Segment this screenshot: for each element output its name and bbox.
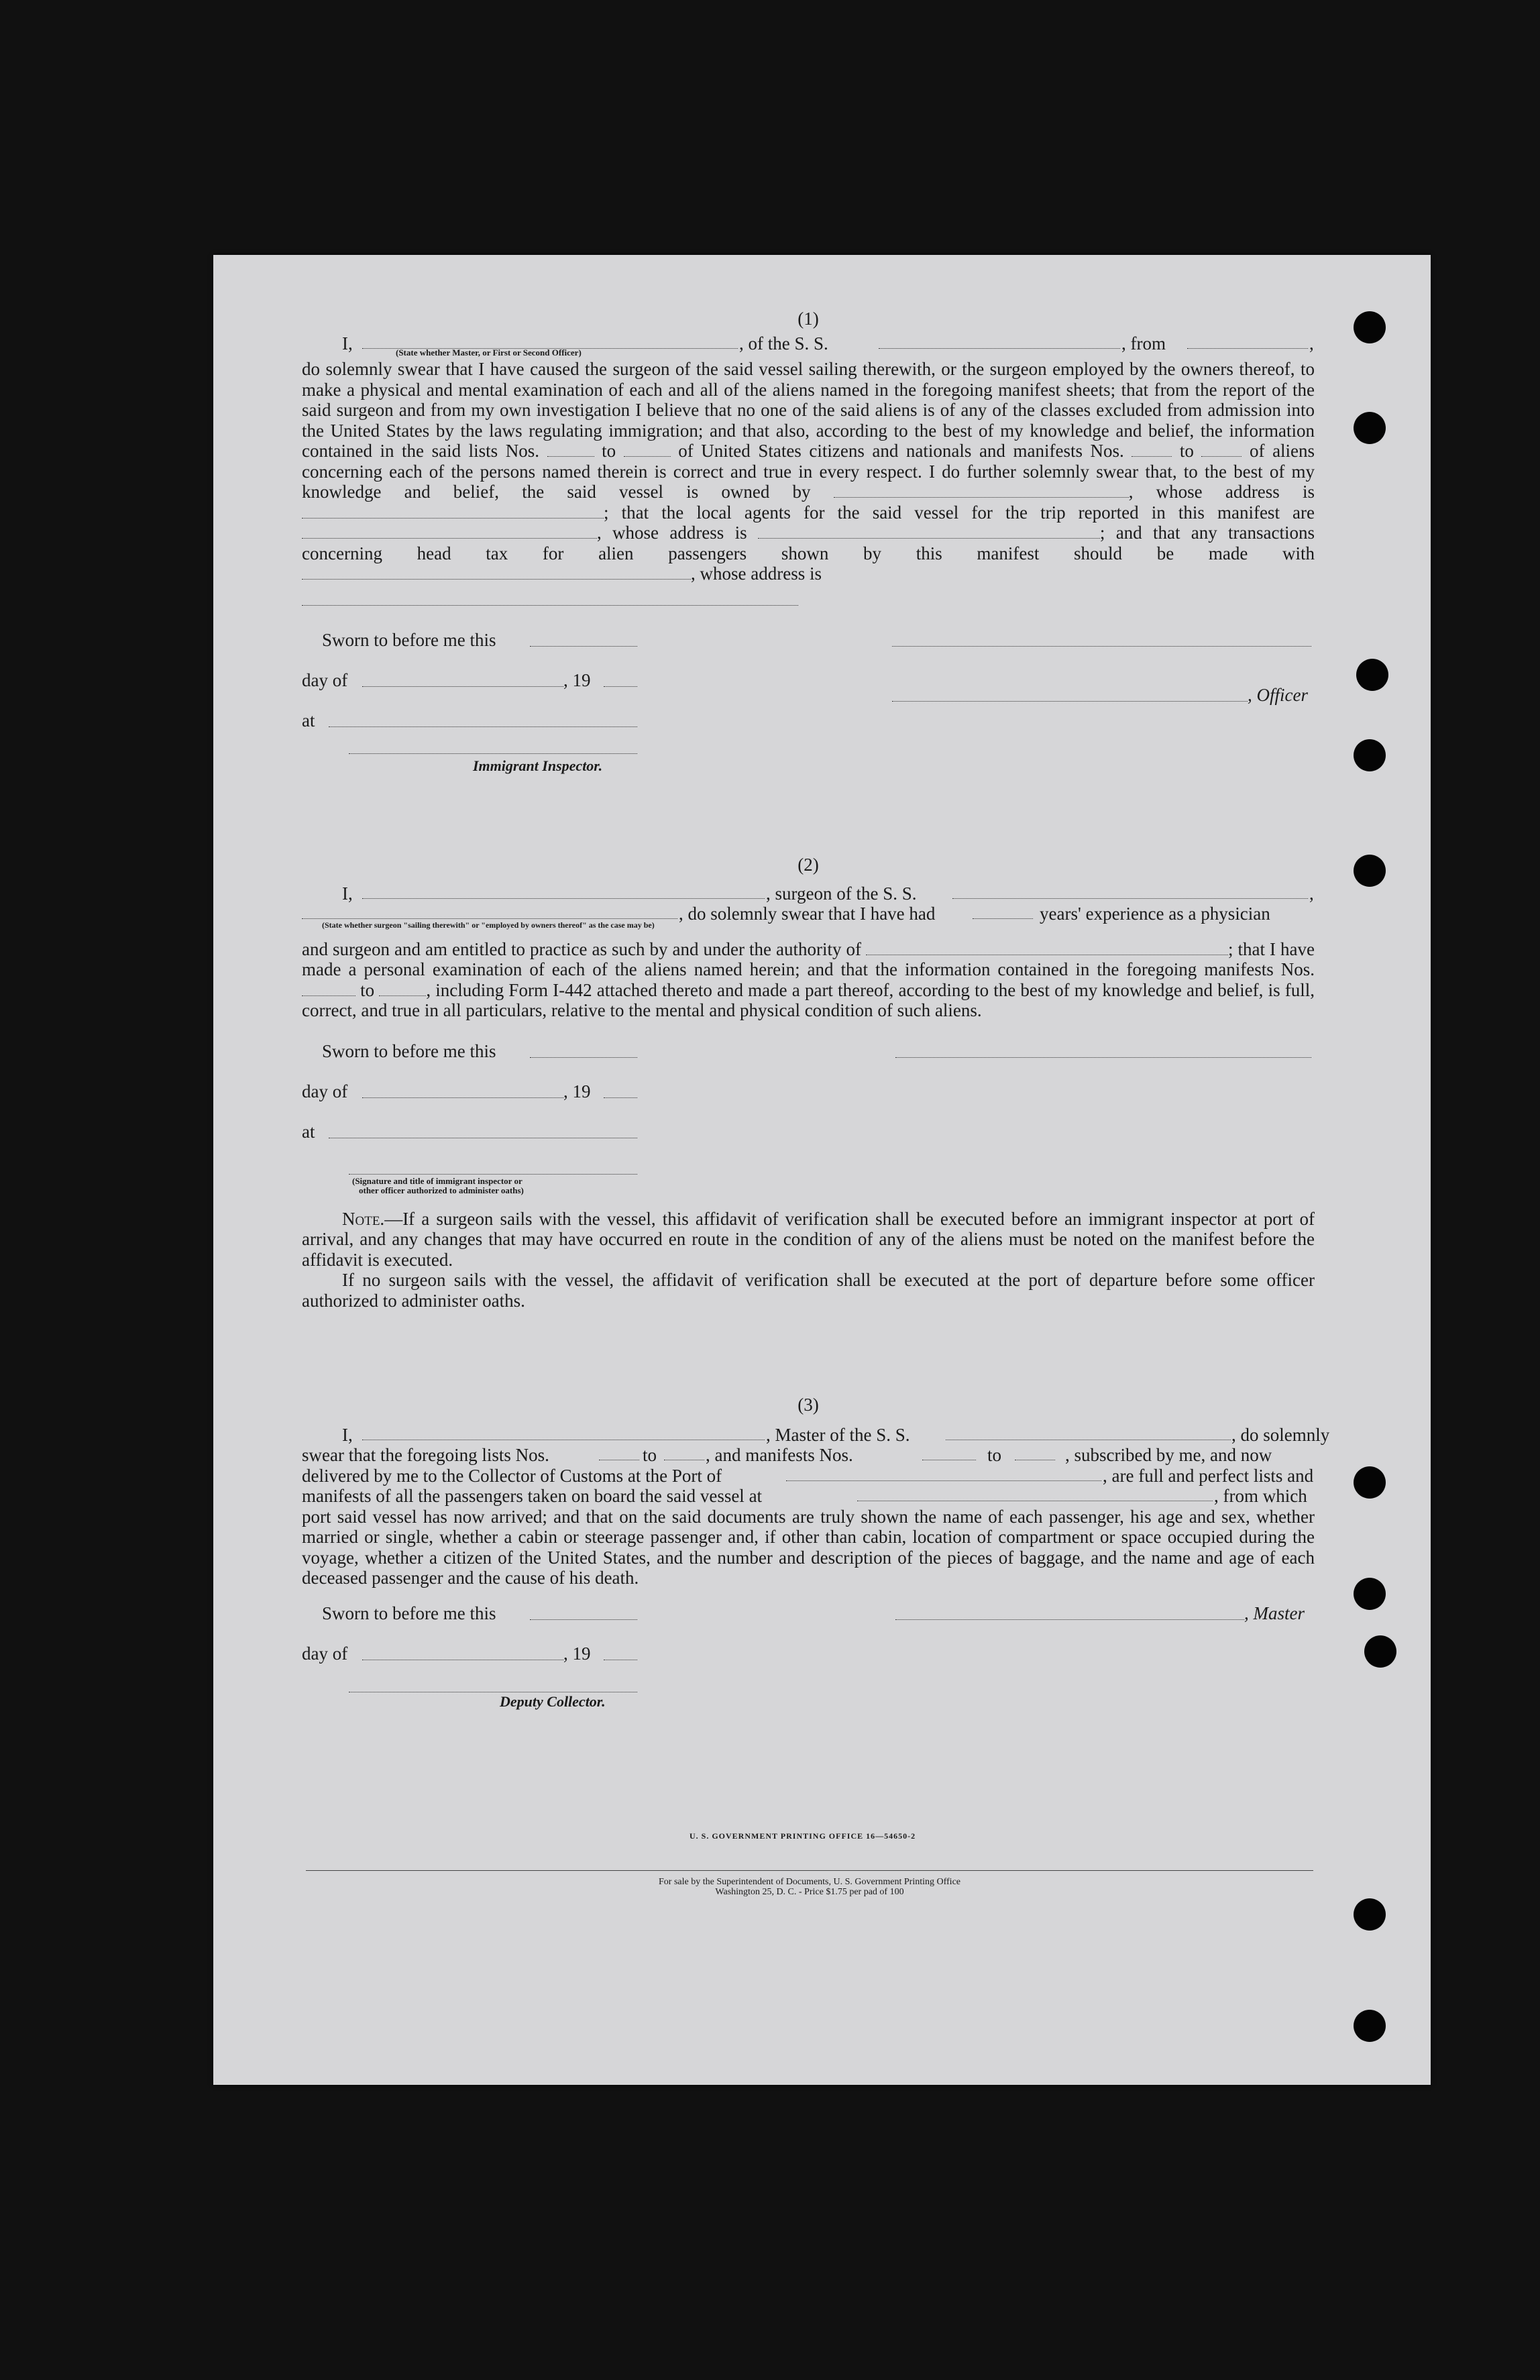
i-label: I,: [342, 883, 353, 904]
lists-from-field[interactable]: [599, 1446, 639, 1460]
punch-hole: [1354, 2010, 1386, 2042]
gpo-imprint: U. S. GOVERNMENT PRINTING OFFICE 16—54650-2: [690, 1831, 916, 1841]
from-which-label: , from which: [1214, 1486, 1307, 1506]
subscribed-label: , subscribed by me, and now: [1065, 1445, 1272, 1465]
section-1-number: (1): [798, 309, 819, 329]
surgeon-of-label: , surgeon of the S. S.: [766, 883, 917, 904]
note-text-2: If no surgeon sails with the vessel, the affidavit of verification shall be executed at the port of departure before some officer authorized to administer oaths.: [302, 1270, 1315, 1311]
affidavit-text: do solemnly swear that I have caused the surgeon of the said vessel sailing therewith, or the surgeon employed by the owners thereof, to make a physical and mental examination of each and all of the aliens named in the foregoing manifest sheets; that from the report of the said surgeon and from my own investigation I believe that no one of the said aliens is of any of the classes excluded from admission into the United States by the laws regulating immigration; and that also, according to the best of my knowledge and belief, the information contained in the said lists Nos.: [302, 359, 1315, 461]
day-of-label: day of: [302, 1643, 348, 1664]
to-label: to: [987, 1445, 1002, 1465]
note-paragraph: [302, 1209, 1315, 1270]
manifests-to-field[interactable]: [1015, 1446, 1055, 1460]
comma: ,: [1309, 333, 1314, 354]
from-port-field[interactable]: [1187, 335, 1308, 349]
head-tax-text: ; and that any transactions concerning head tax for alien passengers shown by this manifest should be made with: [302, 523, 1315, 563]
master-label: , Master: [1244, 1603, 1305, 1623]
section-3-line-3: [302, 1466, 1315, 1486]
section-2-line-1: [302, 883, 1315, 904]
inspector-signature-field[interactable]: [349, 1160, 637, 1175]
comma: ,: [597, 523, 602, 543]
month-field[interactable]: [362, 1646, 563, 1660]
section-1-signatures: [302, 630, 1315, 791]
authority-label: and surgeon and am entitled to practice as such by and under the authority of: [302, 938, 861, 959]
year-prefix: , 19: [563, 670, 591, 690]
manifests-to-field[interactable]: [1201, 443, 1242, 457]
sworn-date-field[interactable]: [530, 1044, 637, 1058]
footer-line-2: Washington 25, D. C. - Price $1.75 per pad of 100: [715, 1887, 904, 1897]
and-manifests-label: , and manifests Nos.: [706, 1445, 853, 1465]
master-of-label: , Master of the S. S.: [766, 1424, 910, 1445]
officer-name-field[interactable]: [362, 335, 738, 349]
footer-rule: [306, 1870, 1313, 1871]
sworn-date-field[interactable]: [530, 633, 637, 647]
i-label: I,: [342, 333, 353, 354]
sworn-label: Sworn to before me this: [322, 630, 496, 650]
at-place-field[interactable]: [329, 713, 637, 727]
month-field[interactable]: [362, 673, 563, 687]
punch-hole: [1354, 1578, 1386, 1610]
section-2-line-2: [302, 904, 1315, 924]
manifests-from-field[interactable]: [1132, 443, 1172, 457]
sworn-label: Sworn to before me this: [322, 1040, 496, 1061]
note-text: —If a surgeon sails with the vessel, this affidavit of verification shall be executed before an immigrant inspector at port of arrival, and any changes that may have occurred en route in the condition of any of the aliens must be noted on the manifest before the affidavit is executed.: [302, 1208, 1315, 1270]
punch-hole: [1354, 1466, 1386, 1499]
semicolon: ;: [1227, 938, 1233, 959]
month-field[interactable]: [362, 1084, 563, 1098]
section-3-line-2: [302, 1445, 1315, 1466]
to-label: to: [360, 979, 375, 1000]
to-label: to: [643, 1445, 657, 1465]
of-ss-label: , of the S. S.: [739, 333, 828, 354]
manifests-to-field[interactable]: [379, 982, 426, 996]
officer-signature-field[interactable]: [892, 633, 1311, 647]
agents-address-field[interactable]: [758, 525, 1100, 539]
comma: ,: [1309, 883, 1314, 904]
head-tax-party-field[interactable]: [302, 565, 691, 580]
i-label: I,: [342, 1424, 353, 1445]
local-agents-field[interactable]: [302, 525, 597, 539]
manifests-from-field[interactable]: [922, 1446, 976, 1460]
year-prefix: , 19: [563, 1081, 591, 1101]
signature-caption: (Signature and title of immigrant inspector or: [352, 1175, 522, 1186]
officer-label: , Officer: [1248, 685, 1308, 705]
owner-address-field[interactable]: [302, 504, 604, 519]
surgeon-caption: (State whether surgeon "sailing therewith" or "employed by owners thereof" as the case may be): [322, 920, 655, 930]
affidavit-text: of United States citizens and nationals and manifests Nos.: [678, 441, 1124, 461]
from-label: , from: [1121, 333, 1166, 354]
year-prefix: , 19: [563, 1643, 591, 1664]
form-content: [302, 309, 1330, 1724]
year-field[interactable]: [604, 673, 637, 687]
whose-address-label: , whose address is: [1128, 482, 1315, 502]
signature-caption: other officer authorized to administer oaths): [359, 1185, 524, 1195]
officer-caption: (State whether Master, or First or Second Officer): [396, 347, 582, 358]
punch-hole: [1354, 412, 1386, 444]
inspector-signature-field[interactable]: [349, 740, 637, 754]
manifests-from-field[interactable]: [302, 982, 355, 996]
section-1-line-1: [302, 333, 1315, 354]
at-label: at: [302, 710, 315, 731]
vessel-name-field[interactable]: [952, 885, 1308, 899]
head-tax-address-field[interactable]: [302, 592, 798, 606]
do-solemnly-label: , do solemnly: [1231, 1424, 1330, 1445]
affidavit-text: of aliens concerning each of the persons named therein is correct and true in every respect. I do further solemnly swear that, to the best of my knowledge and belief, the said vessel is owned by: [302, 441, 1315, 502]
owner-field[interactable]: [834, 484, 1129, 498]
authority-field[interactable]: [866, 941, 1228, 955]
swear-lists-label: swear that the foregoing lists Nos.: [302, 1445, 549, 1465]
surgeon-name-field[interactable]: [362, 885, 765, 899]
whose-address-label: whose address is: [612, 523, 747, 543]
at-label: at: [302, 1121, 315, 1142]
whose-address-label: , whose address is: [691, 563, 822, 584]
sworn-date-field[interactable]: [530, 1606, 637, 1620]
delivered-label: delivered by me to the Collector of Customs at the Port of: [302, 1465, 722, 1486]
affidavit-text: , including Form I-442 attached thereto and made a part thereof, according to the best of my knowledge and belief, is full, correct, and true in all particulars, relative to the mental and physical condition of such aliens.: [302, 979, 1315, 1020]
inspector-label: Immigrant Inspector.: [473, 757, 603, 774]
section-3-affidavit: port said vessel has now arrived; and that on the said documents are truly shown the name of each passenger, his age and sex, whether married or single, whether a cabin or steerage passenger and, if other than cabin, location of compartment or space occupied during the voyage, whether a citizen of the United States, and the number and description of the pieces of baggage, and the name and age of each deceased passenger and the cause of his death.: [302, 1506, 1315, 1588]
section-3-line-1: [302, 1424, 1330, 1446]
day-of-label: day of: [302, 670, 348, 690]
lists-to-field[interactable]: [624, 443, 671, 457]
full-perfect-label: , are full and perfect lists and: [1103, 1465, 1314, 1486]
local-agents-label: that the local agents for the said vessel for the trip reported in this manifest are: [621, 502, 1315, 523]
years-experience-label: years' experience as a physician: [1040, 904, 1270, 924]
year-field[interactable]: [604, 1084, 637, 1098]
affidavit-text: that I have made a personal examination of each of the aliens named herein; and that the information contained in the foregoing manifests Nos.: [302, 938, 1315, 979]
master-name-field[interactable]: [362, 1426, 765, 1440]
at-place-field[interactable]: [329, 1124, 637, 1138]
punch-hole: [1354, 311, 1386, 343]
port-field[interactable]: [786, 1467, 1101, 1481]
footer-line-1: For sale by the Superintendent of Documents, U. S. Government Printing Office: [659, 1877, 960, 1887]
deputy-label: Deputy Collector.: [500, 1692, 606, 1710]
section-2-affidavit: [302, 939, 1315, 1021]
section-1-affidavit: [302, 359, 1315, 584]
punch-hole: [1354, 855, 1386, 887]
deputy-signature-field[interactable]: [349, 1678, 637, 1692]
section-2-signatures: [302, 1041, 1315, 1209]
surgeon-signature-field[interactable]: [895, 1044, 1311, 1058]
punch-hole: [1354, 739, 1386, 771]
year-field[interactable]: [604, 1646, 637, 1660]
years-experience-field[interactable]: [973, 905, 1033, 919]
document-page: [213, 255, 1431, 2085]
master-signature-field[interactable]: [895, 1606, 1244, 1620]
section-2-number: (2): [798, 855, 819, 875]
officer-title-field[interactable]: [892, 688, 1248, 702]
punch-hole: [1364, 1635, 1396, 1668]
sworn-label: Sworn to before me this: [322, 1603, 496, 1623]
to-label: to: [602, 441, 616, 461]
section-3-number: (3): [798, 1395, 819, 1415]
section-3-signatures: [302, 1603, 1315, 1724]
manifests-all-label: manifests of all the passengers taken on board the said vessel at: [302, 1486, 763, 1506]
punch-hole: [1354, 1898, 1386, 1931]
do-swear-label: , do solemnly swear that I have had: [679, 904, 936, 924]
boarding-port-field[interactable]: [857, 1487, 1213, 1501]
to-label: to: [1179, 441, 1194, 461]
surgeon-type-field[interactable]: [302, 905, 677, 919]
note-label: Note.: [342, 1208, 385, 1229]
lists-from-field[interactable]: [547, 443, 594, 457]
lists-to-field[interactable]: [664, 1446, 704, 1460]
vessel-name-field[interactable]: [879, 335, 1120, 349]
footer: [306, 1877, 1313, 1897]
section-3-line-4: [302, 1486, 1315, 1507]
day-of-label: day of: [302, 1081, 348, 1101]
semicolon: ;: [604, 502, 609, 523]
vessel-name-field[interactable]: [946, 1426, 1231, 1440]
punch-hole: [1356, 659, 1388, 691]
